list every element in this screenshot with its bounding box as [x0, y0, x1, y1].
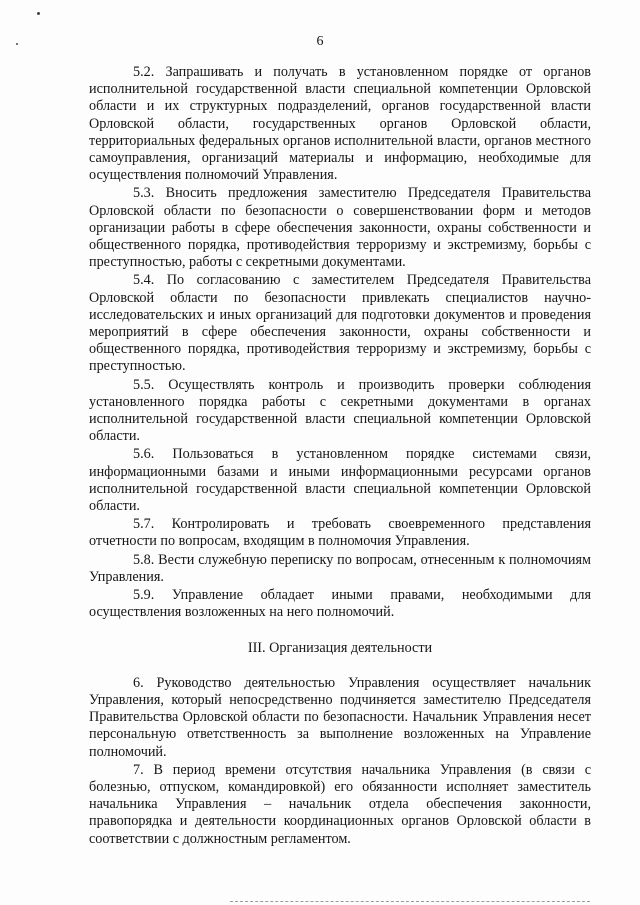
paragraph-5-9: 5.9. Управление обладает иными правами, необходимыми для осуществления возложенных на него полномочий.: [89, 587, 591, 621]
scan-edge-artifact: [230, 901, 590, 902]
paragraph-5-8: 5.8. Вести служебную переписку по вопросам, отнесенным к полномочиям Управления.: [89, 551, 591, 585]
section-heading: III. Организация деятельности: [247, 639, 433, 656]
page-number: 6: [316, 34, 324, 49]
paragraph-5-2: 5.2. Запрашивать и получать в установленном порядке от органов исполнительной государственной власти специальной компетенции Орловской области и их структурных подразделений, органов государственной власти Орловской области, государственных органов Орловской области, территориальных федеральных органов исполнительной власти, органов местного самоуправления, организаций материалы и информацию, необходимые для осуществления полномочий Управления.: [89, 64, 591, 184]
paragraph-5-7: 5.7. Контролировать и требовать своевременного представления отчетности по вопросам, входящим в полномочия Управления.: [89, 516, 591, 550]
paragraph-5-6: 5.6. Пользоваться в установленном порядке системами связи, информационными базами и иными информационными ресурсами органов исполнительной государственной власти специальной компетенции Орловской области.: [89, 446, 591, 515]
paragraph-6: 6. Руководство деятельностью Управления осуществляет начальник Управления, который непосредственно подчиняется заместителю Председателя Правительства Орловской области по безопасности. Начальник Управления несет персональную ответственность за выполнение возложенных на Управление полномочий.: [89, 674, 591, 760]
paragraph-5-5: 5.5. Осуществлять контроль и производить проверки соблюдения установленного порядка работы с секретными документами в органах исполнительной государственной власти специальной компетенции Орловской области.: [89, 376, 591, 445]
paragraph-5-4: 5.4. По согласованию с заместителем Председателя Правительства Орловской области по безопасности привлекать специалистов научно-исследовательских и иных организаций для подготовки документов и проведения мероприятий в сфере обеспечения законности, охраны собственности и общественного порядка, противодействия терроризму и экстремизму, борьбы с преступностью.: [89, 272, 591, 375]
document-body: [89, 64, 591, 849]
scan-speck: [37, 12, 40, 15]
paragraph-7: 7. В период времени отсутствия начальника Управления (в связи с болезнью, отпуском, командировкой) его обязанности исполняет заместитель начальника Управления – начальник отдела обеспечения законности, правопорядка и деятельности координационных органов Орловской области в соответствии с должностным регламентом.: [89, 761, 591, 847]
paragraph-5-3: 5.3. Вносить предложения заместителю Председателя Правительства Орловской области по безопасности о совершенствовании форм и методов организации работы в сфере обеспечения законности, охраны собственности и общественного порядка, противодействия терроризму и экстремизму, борьбы с преступностью, работы с секретными документами.: [89, 185, 591, 271]
